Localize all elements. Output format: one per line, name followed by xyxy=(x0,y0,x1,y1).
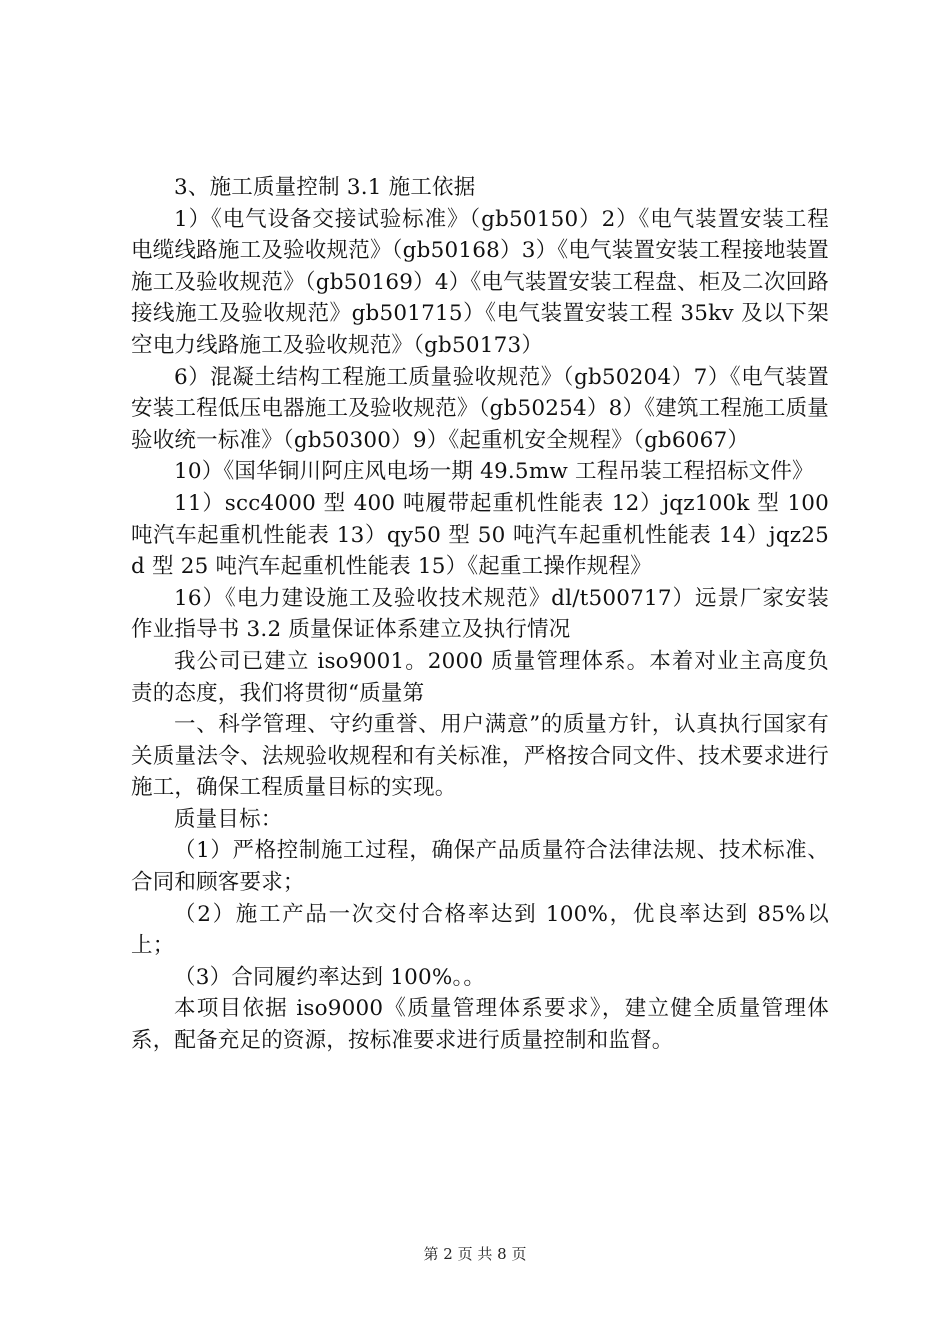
paragraph: 质量目标： xyxy=(174,806,283,832)
paragraph: （1）严格控制施工过程，确保产品质量符合法律法规、技术标准、合同和顾客要求； xyxy=(131,838,829,896)
paragraph: 1）《电气设备交接试验标准》（gb50150）2）《电气装置安装工程电缆线路施工及验收规范》（gb50168）3）《电气装置安装工程接地装置施工及验收规范》（gb50169）4）《电气装置安装工程盘、柜及二次回路接线施工及验收规范》gb501715）《电气装置安装工程 35kv 及以下架空电力线路施工及验收规范》（gb50173） xyxy=(131,206,829,358)
page-number-footer: 第 2 页 共 8 页 xyxy=(423,1245,527,1263)
paragraph: 本项目依据 iso9000《质量管理体系要求》，建立健全质量管理体系，配备充足的资源，按标准要求进行质量控制和监督。 xyxy=(131,996,829,1054)
paragraph: 我公司已建立 iso9001。2000 质量管理体系。本着对业主高度负责的态度，我们将贯彻“质量第 xyxy=(131,648,829,706)
paragraph: 6）混凝土结构工程施工质量验收规范》（gb50204）7）《电气装置安装工程低压电器施工及验收规范》（gb50254）8）《建筑工程施工质量验收统一标准》（gb50300）9）《起重机安全规程》（gb6067） xyxy=(131,364,829,453)
paragraph: 一、科学管理、守约重誉、用户满意”的质量方针，认真执行国家有关质量法令、法规验收规程和有关标准，严格按合同文件、技术要求进行施工，确保工程质量目标的实现。 xyxy=(131,712,829,801)
document-body xyxy=(131,172,829,1057)
paragraph: 11）scc4000 型 400 吨履带起重机性能表 12）jqz100k 型 100 吨汽车起重机性能表 13）qy50 型 50 吨汽车起重机性能表 14）jqz25d 型 25 吨汽车起重机性能表 15）《起重工操作规程》 xyxy=(131,490,829,580)
paragraph: （3）合同履约率达到 100%。。 xyxy=(174,964,486,990)
section-heading: 3、施工质量控制 3.1 施工依据 xyxy=(174,175,476,200)
paragraph: 10）《国华铜川阿庄风电场一期 49.5mw 工程吊装工程招标文件》 xyxy=(174,459,814,485)
paragraph: （2）施工产品一次交付合格率达到 100%，优良率达到 85%以上； xyxy=(131,901,829,959)
paragraph: 16）《电力建设施工及验收技术规范》dl/t500717）远景厂家安装作业指导书 3.2 质量保证体系建立及执行情况 xyxy=(131,585,829,643)
